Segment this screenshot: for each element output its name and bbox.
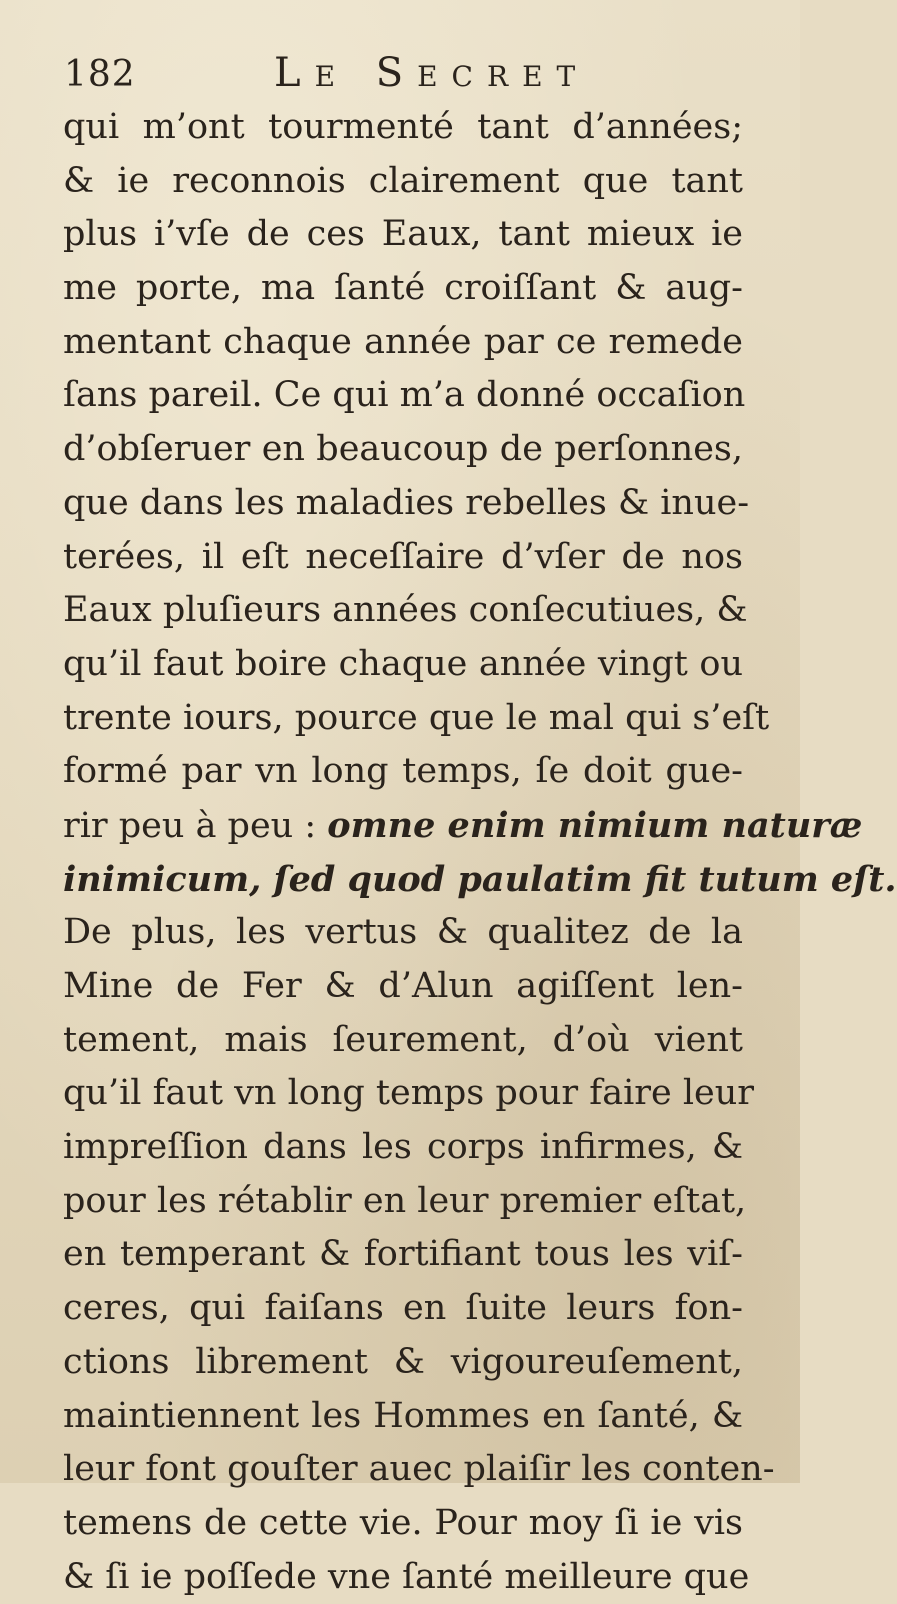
text-line: mentant chaque année par ce remede: [63, 321, 743, 362]
text-line: & ie reconnois clairement que tant: [63, 160, 743, 201]
page-header: [64, 46, 744, 106]
text-line: qu’il faut vn long temps pour faire leur: [63, 1073, 755, 1114]
text-line: De plus, les vertus & qualitez de la: [63, 912, 743, 953]
text-line: d’obſeruer en beaucoup de perſonnes,: [63, 429, 743, 470]
text-line: Mine de Fer & d’Alun agiſſent len-: [63, 966, 743, 1006]
latin-line: [63, 853, 897, 907]
text-line-start: rir peu à peu :: [63, 805, 317, 846]
text-line: formé par vn long temps, ſe doit gue-: [63, 751, 743, 792]
text-line: qui m’ont tourmenté tant d’années;: [63, 107, 743, 147]
text-line: terées, il eſt neceſſaire d’vſer de nos: [63, 536, 743, 577]
text-line: plus i’vſe de ces Eaux, tant mieux ie: [63, 214, 743, 255]
text-line: trente iours, pource que le mal qui s’eſt: [63, 697, 770, 738]
text-line: me porte, ma ſanté croiſſant & aug-: [63, 268, 743, 309]
text-line: maintiennent les Hommes en ſanté, &: [63, 1395, 743, 1436]
running-head: Le Secret: [274, 50, 590, 96]
text-line: Eaux pluſieurs années conſecutiues, &: [63, 590, 748, 631]
text-line: ceres, qui faiſans en ſuite leurs fon-: [63, 1288, 743, 1329]
text-line: pour les rétablir en leur premier eſtat,: [63, 1180, 747, 1221]
latin-quote-part-2: inimicum, ſed quod paulatim fit tutum eſt.: [63, 858, 897, 900]
body-text: [63, 101, 897, 1604]
text-line: en temperant & fortifiant tous les viſ-: [63, 1234, 743, 1275]
text-line: impreſſion dans les corps infirmes, &: [63, 1127, 743, 1168]
text-line: que dans les maladies rebelles & inue-: [63, 482, 750, 523]
text-line: leur font gouſter auec plaiſir les conten-: [63, 1449, 775, 1490]
page-number: 182: [64, 54, 136, 95]
text-line: ſans pareil. Ce qui m’a donné occaſion: [63, 375, 746, 416]
text-line: temens de cette vie. Pour moy ſi ie vis: [63, 1502, 743, 1543]
text-line: tement, mais ſeurement, d’où vient: [63, 1019, 743, 1060]
latin-quote-part-1: omne enim nimium naturæ: [327, 804, 863, 846]
text-line: qu’il faut boire chaque année vingt ou: [63, 643, 743, 684]
text-line: ctions librement & vigoureuſement,: [63, 1341, 743, 1382]
text-line: & ſi ie poſſede vne ſanté meilleure que: [63, 1556, 750, 1597]
text-line-with-latin: [63, 799, 863, 853]
